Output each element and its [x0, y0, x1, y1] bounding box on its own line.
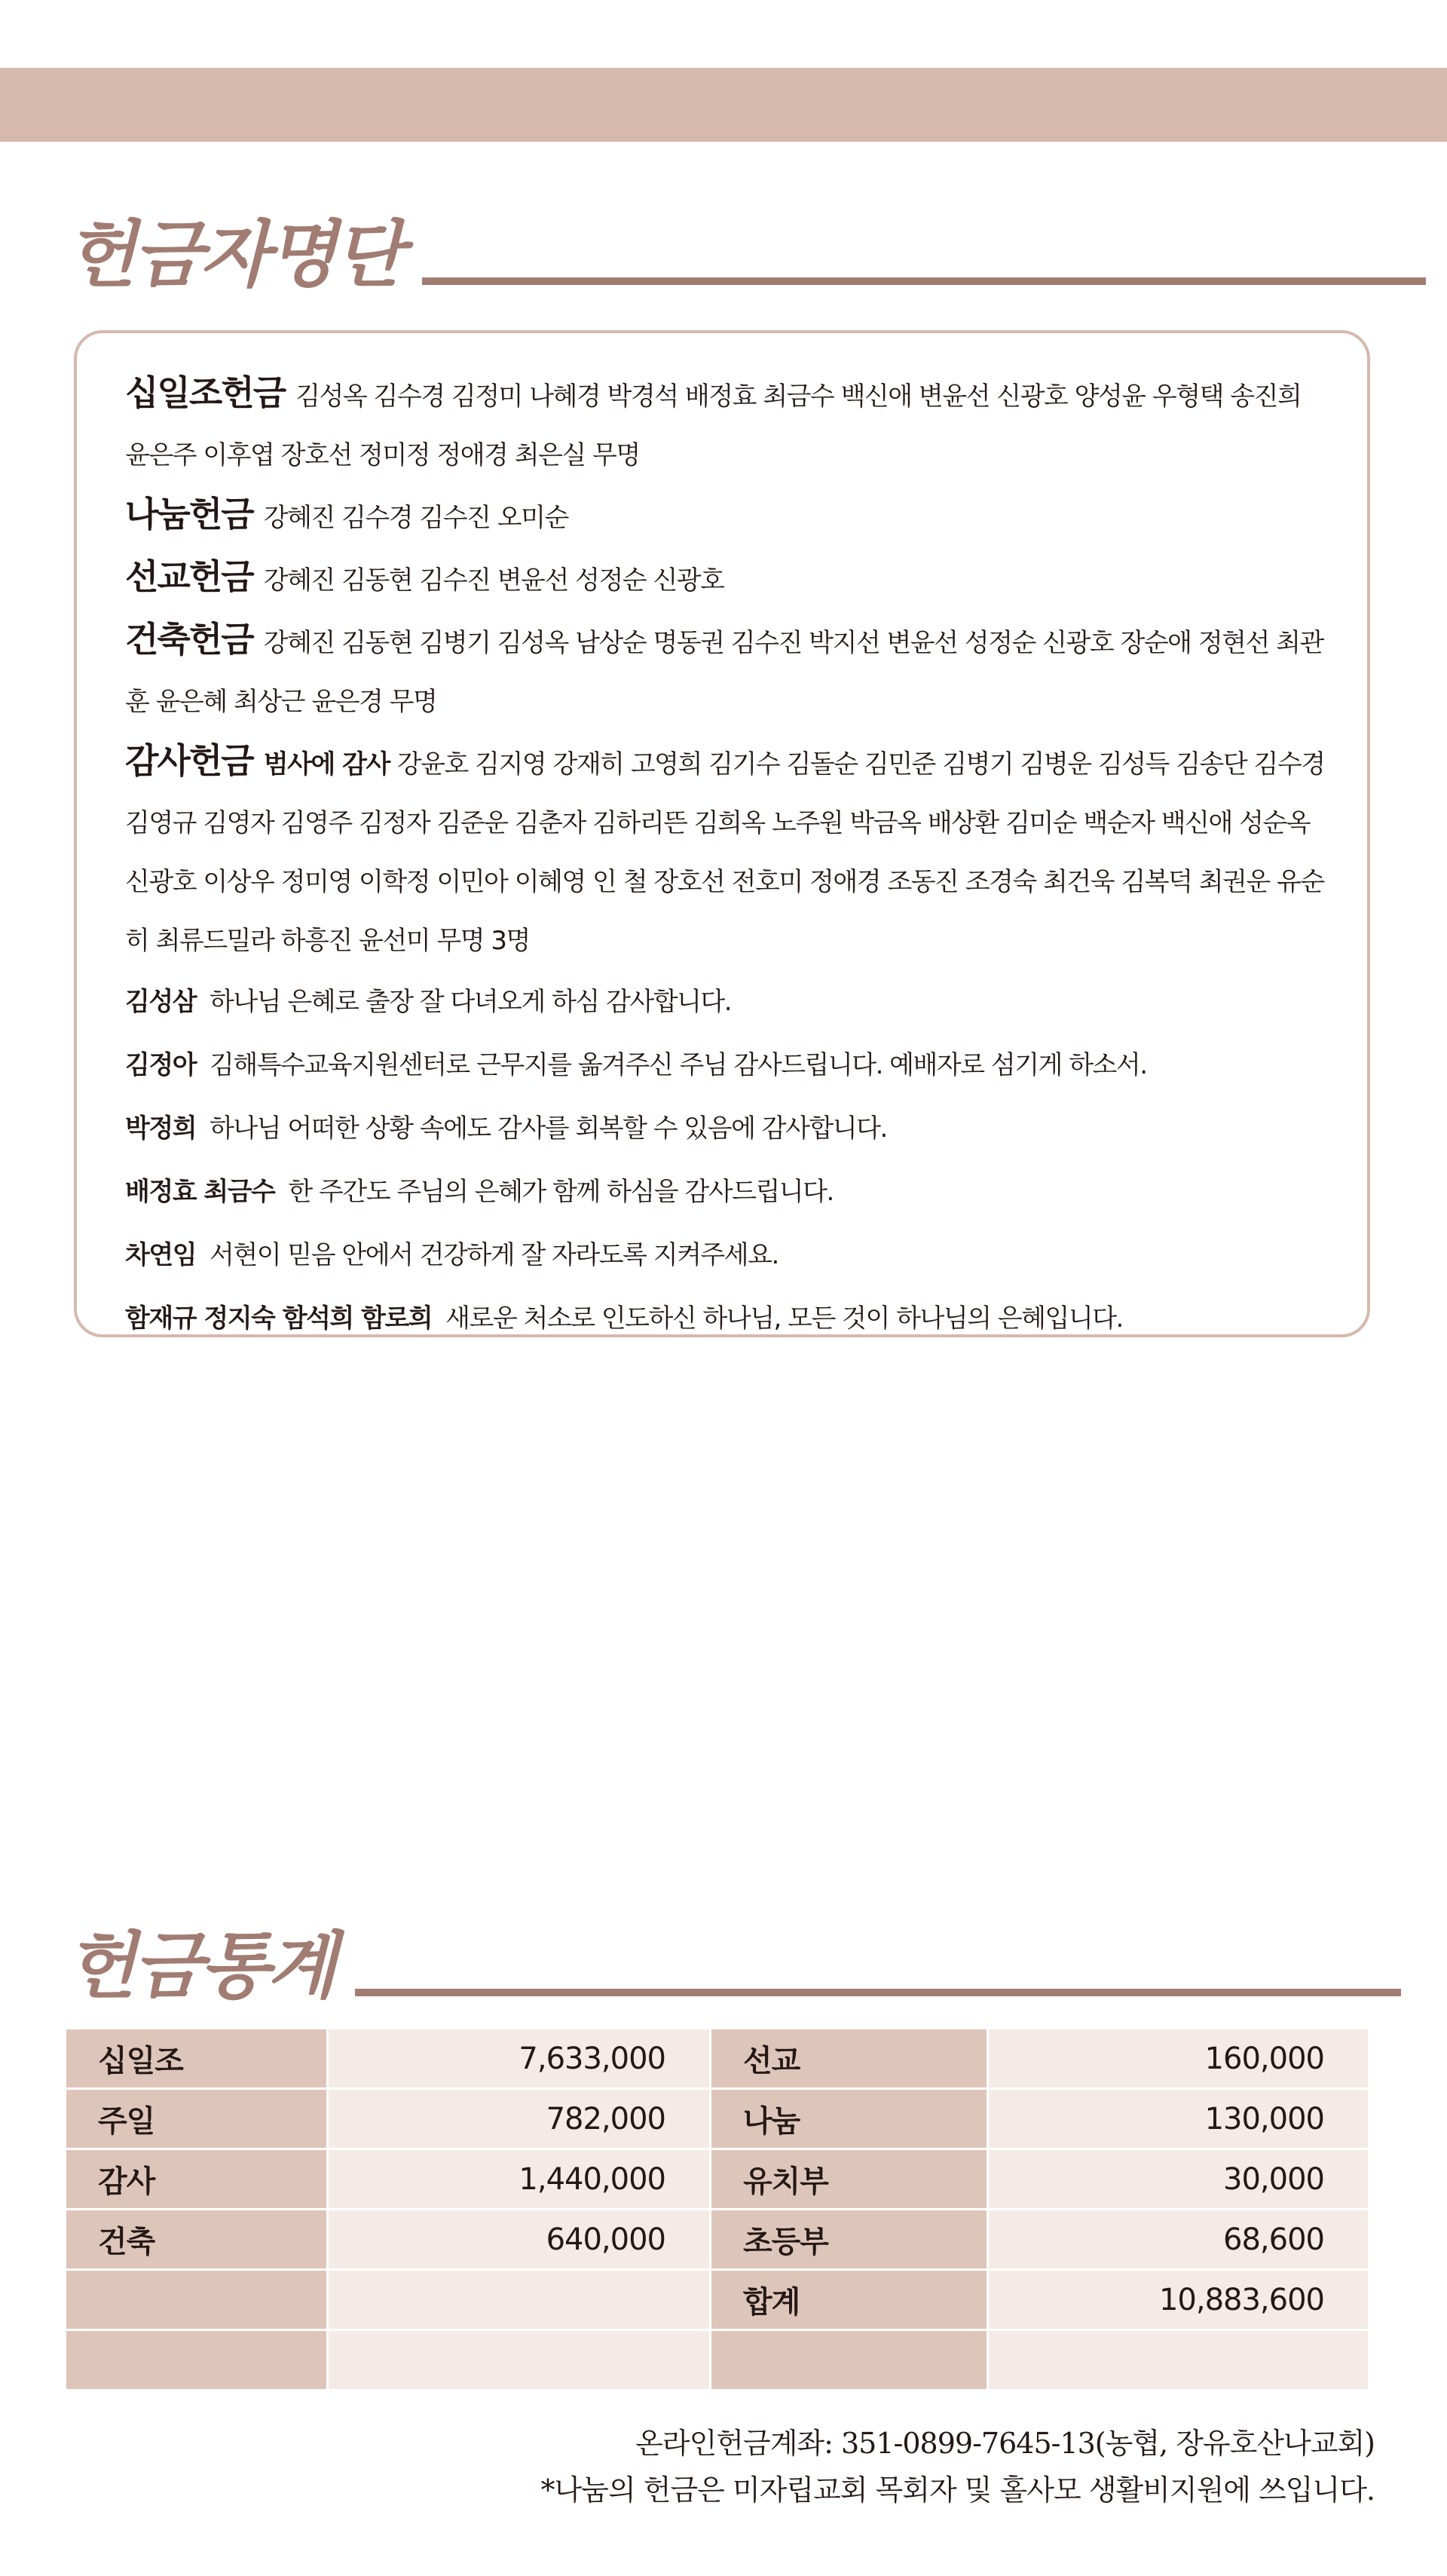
offering-category: 감사헌금	[125, 740, 253, 781]
stats-value: 7,633,000	[329, 2029, 711, 2090]
stats-value: 68,600	[989, 2210, 1370, 2271]
offering-entry	[125, 547, 1328, 610]
prayer-text: 김해특수교육지원센터로 근무지를 옮겨주신 주님 감사드립니다. 예배자로 섬기게 하소서.	[210, 1050, 1147, 1080]
sharing-offering-note: *나눔의 헌금은 미자립교회 목회자 및 홀사모 생활비지원에 쓰입니다.	[540, 2473, 1375, 2507]
offering-entry	[125, 485, 1328, 547]
prayer-entry	[125, 1224, 1328, 1287]
prayer-entry	[125, 1034, 1328, 1097]
stats-label: 십일조	[66, 2029, 329, 2090]
stats-title: 헌금통계	[66, 1924, 334, 2008]
donors-title-rule	[422, 277, 1426, 285]
prayer-name: 김정아	[125, 1050, 197, 1080]
prayer-name: 차연임	[125, 1240, 197, 1270]
stats-total-label: 합계	[711, 2271, 989, 2331]
online-account-info: 온라인헌금계좌: 351-0899-7645-13(농협, 장유호산나교회)	[635, 2427, 1375, 2460]
offering-entry	[125, 610, 1328, 731]
donors-title: 헌금자명단	[66, 213, 401, 297]
stats-value: 30,000	[989, 2150, 1370, 2210]
donor-names: 강혜진 김수경 김수진 오미순	[263, 503, 568, 533]
stats-label: 건축	[66, 2210, 329, 2271]
stats-label	[66, 2271, 329, 2331]
prayer-name: 함재규 정지숙 함석희 함로희	[125, 1303, 433, 1334]
prayer-entry	[125, 1287, 1328, 1350]
prayer-entry	[125, 1097, 1328, 1160]
stats-value: 1,440,000	[329, 2150, 711, 2210]
stats-label	[711, 2331, 989, 2391]
offering-category: 십일조헌금	[125, 372, 286, 413]
prayer-name: 배정효 최금수	[125, 1177, 275, 1207]
stats-value	[329, 2271, 711, 2331]
donor-names: 김성옥 김수경 김정미 나혜경 박경석 배정효 최금수 백신애 변윤선 신광호 양성윤 우형택 송진희 윤은주 이후엽 장호선 정미정 정애경 최은실 무명	[125, 381, 1302, 470]
prayer-name: 김성삼	[125, 987, 197, 1017]
stats-value: 782,000	[329, 2090, 711, 2150]
prayer-text: 하나님 어떠한 상황 속에도 감사를 회복할 수 있음에 감사합니다.	[210, 1113, 887, 1144]
donor-names: 강혜진 김동현 김병기 김성옥 남상순 명동권 김수진 박지선 변윤선 성정순 신광호 장순애 정현선 최관훈 윤은혜 최상근 윤은경 무명	[125, 628, 1323, 717]
offering-category: 건축헌금	[125, 619, 253, 660]
offering-subtitle: 범사에 감사	[263, 749, 390, 780]
stats-label: 주일	[66, 2090, 329, 2150]
stats-value: 130,000	[989, 2090, 1370, 2150]
stats-value	[989, 2331, 1370, 2391]
donor-names: 강혜진 김동현 김수진 변윤선 성정순 신광호	[263, 565, 724, 596]
stats-label: 초등부	[711, 2210, 989, 2271]
offering-entry	[125, 731, 1328, 970]
donor-names: 강윤호 김지영 강재히 고영희 김기수 김돌순 김민준 김병기 김병운 김성득 김송단 김수경 김영규 김영자 김영주 김정자 김준운 김춘자 김하리뜬 김희옥 노주원 박금옥 배상환 김미순 백순자 백신애 성순옥 신광호 이상우 정미영 이학정 이민아 이혜영 인 철 장호선 전호미 정애경 조동진 조경숙 최건욱 김복덕 최권운 유순히 최류드밀라 하흥진 윤선미 무명 3명	[125, 749, 1325, 956]
prayer-name: 박정희	[125, 1113, 197, 1144]
stats-value: 640,000	[329, 2210, 711, 2271]
offering-entry	[125, 363, 1328, 485]
prayer-text: 서현이 믿음 안에서 건강하게 잘 자라도록 지켜주세요.	[210, 1240, 779, 1270]
stats-label: 유치부	[711, 2150, 989, 2210]
offering-category: 나눔헌금	[125, 494, 253, 534]
prayer-text: 새로운 처소로 인도하신 하나님, 모든 것이 하나님의 은혜입니다.	[445, 1303, 1123, 1334]
prayer-text: 한 주간도 주님의 은혜가 함께 하심을 감사드립니다.	[288, 1177, 834, 1207]
stats-value	[329, 2331, 711, 2391]
prayer-text: 하나님 은혜로 출장 잘 다녀오게 하심 감사합니다.	[210, 987, 732, 1017]
stats-value: 160,000	[989, 2029, 1370, 2090]
footer-notes	[541, 2420, 1375, 2513]
stats-title-rule	[355, 1989, 1401, 1996]
stats-label	[66, 2331, 329, 2391]
top-color-band	[0, 68, 1447, 142]
offering-stats-table	[66, 2029, 1370, 2391]
prayer-entry	[125, 1160, 1328, 1224]
stats-total-value: 10,883,600	[989, 2271, 1370, 2331]
donor-list-box	[74, 330, 1370, 1337]
prayer-entry	[125, 970, 1328, 1034]
stats-label: 감사	[66, 2150, 329, 2210]
stats-label: 선교	[711, 2029, 989, 2090]
stats-section-header	[66, 1924, 1401, 2008]
offering-category: 선교헌금	[125, 556, 253, 597]
donors-section-header	[66, 213, 1426, 297]
stats-label: 나눔	[711, 2090, 989, 2150]
